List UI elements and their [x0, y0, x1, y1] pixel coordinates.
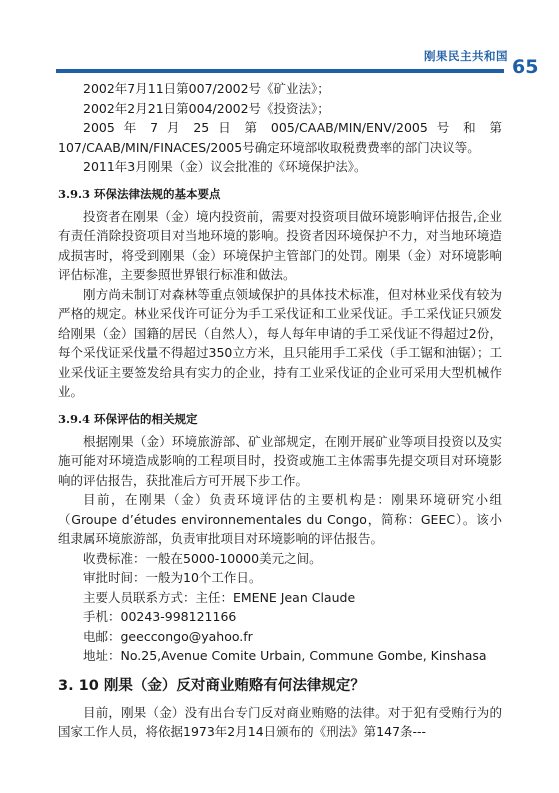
law-item: 2005 年 7 月 25 日 第 005/CAAB/MIN/ENV/2005 号 和 第 107/CAAB/MIN/FINACES/2005号确定环境部收取税费费率的部门决议等。: [58, 120, 502, 155]
detail-line: 手机：00243-998121166: [83, 609, 237, 624]
paragraph: 投资者在刚果（金）境内投资前，需要对投资项目做环境影响评估报告,企业有责任消除投资项目对当地环境的影响。投资者因环境保护不力，对当地环境造成损害时，将受到刚果（金）环境保护主管部门的处罚。刚果（金）对环境影响评估标准，主要参照世界银行标准和做法。: [58, 208, 502, 282]
section-heading-3-9-3: 3.9.3 环保法律法规的基本要点: [58, 186, 221, 201]
paragraph: 刚方尚未制订对森林等重点领域保护的具体技术标准，但对林业采伐有较为严格的规定。林业采伐许可证分为手工采伐证和工业采伐证。手工采伐证只颁发给刚果（金）国籍的居民（自然人），每人每年申请的手工采伐证不得超过2份，每个采伐证采伐量不得超过350立方米，且只能用手工采伐（手工锯和油锯）；工业采伐证主要签发给具有实力的企业，持有工业采伐证的企业可采用大型机械作业。: [58, 286, 502, 399]
detail-line: 地址：No.25,Avenue Comite Urbain, Commune Gombe, Kinshasa: [83, 648, 487, 663]
detail-line: 电邮：geeccongo@yahoo.fr: [83, 628, 253, 644]
page-number: 65: [512, 56, 539, 78]
page-body: [58, 79, 502, 742]
detail-line: 审批时间：一般为10个工作日。: [83, 570, 262, 585]
header-rule: [56, 69, 504, 73]
law-item: 2011年3月刚果（金）议会批准的《环境保护法》。: [83, 159, 367, 174]
header-title: 刚果民主共和国: [424, 49, 508, 63]
detail-line: 收费标准：一般在5000-10000美元之间。: [83, 550, 322, 566]
section-heading-3-10: 3. 10 刚果（金）反对商业贿赂有何法律规定？: [58, 677, 365, 694]
paragraph: 根据刚果（金）环境旅游部、矿业部规定，在刚开展矿业等项目投资以及实施可能对环境造成影响的工程项目时，投资或施工主体需事先提交项目对环境影响的评估报告，获批准后方可开展下步工作。: [58, 433, 502, 488]
paragraph: 目前，在刚果（金）负责环境评估的主要机构是：刚果环境研究小组（Groupe d’études environnementales du Congo，简称：GEEC）。该小组隶属环境旅游部，负责审批项目对环境影响的评估报告。: [58, 492, 502, 546]
paragraph: 目前，刚果（金）没有出台专门反对商业贿赂的法律。对于犯有受贿行为的国家工作人员，将依据1973年2月14日颁布的《刑法》第147条---: [58, 704, 502, 739]
detail-line: 主要人员联系方式：主任：EMENE Jean Claude: [83, 589, 356, 605]
section-heading-3-9-4: 3.9.4 环保评估的相关规定: [58, 411, 198, 426]
law-item: 2002年2月21日第004/2002号《投资法》；: [83, 100, 330, 116]
law-item: 2002年7月11日第007/2002号《矿业法》；: [83, 81, 330, 96]
